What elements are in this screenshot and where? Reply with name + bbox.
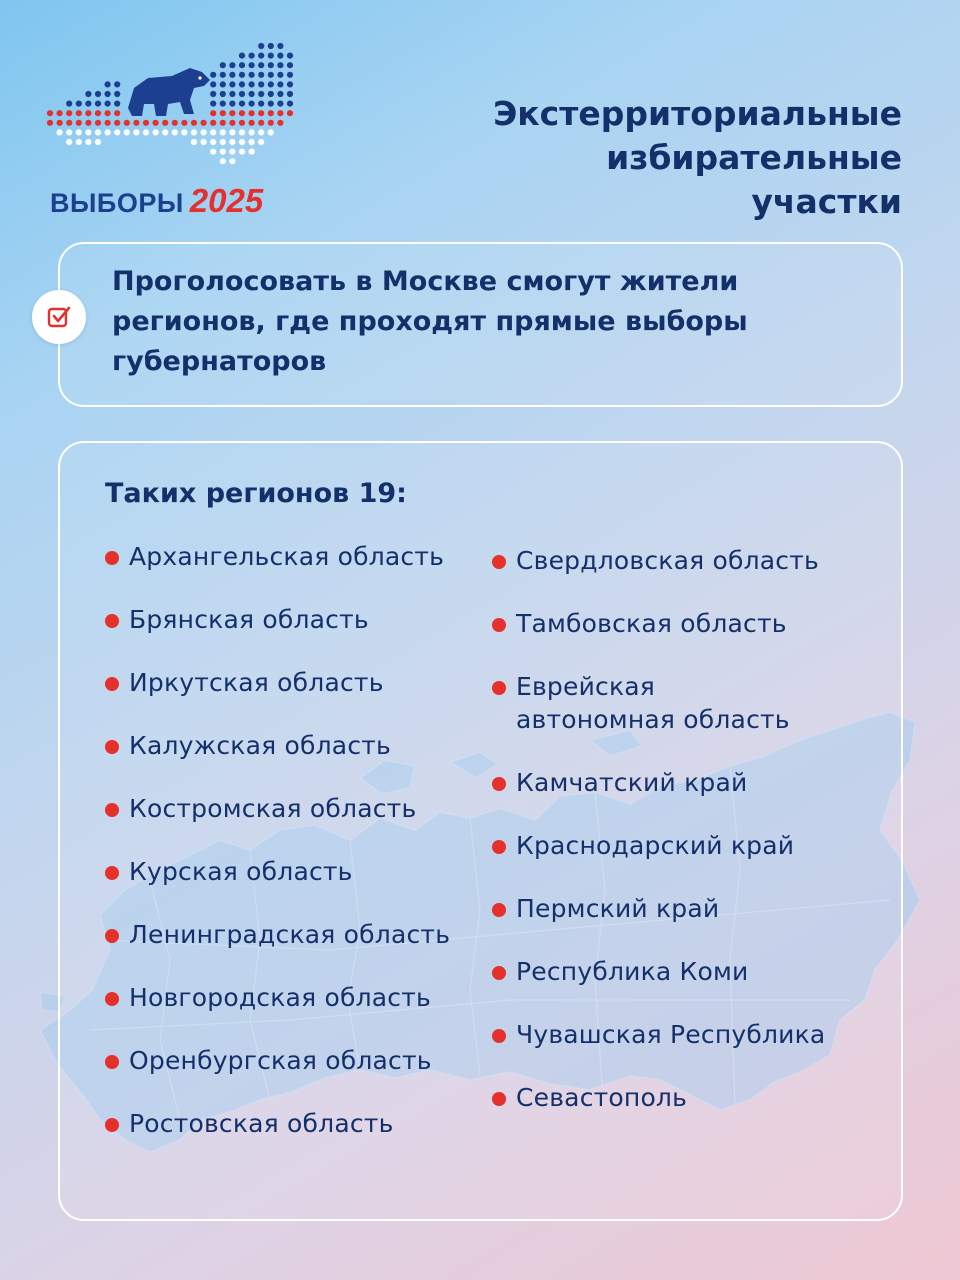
checkbox-check-icon: [32, 290, 86, 344]
list-item: [105, 666, 384, 699]
list-item: [492, 544, 819, 577]
title-line: участки: [751, 182, 902, 221]
region-name: Калужская область: [129, 731, 391, 760]
check-icon-graphic: [46, 304, 72, 330]
bullet-dot-icon: [492, 1029, 506, 1043]
region-name: Свердловская область: [516, 546, 819, 575]
bullet-dot-icon: [492, 555, 506, 569]
info-text-line: Проголосовать в Москве смогут жители: [112, 266, 739, 297]
logo-word: ВЫБОРЫ: [50, 188, 184, 218]
list-item: [105, 792, 416, 825]
bullet-dot-icon: [105, 1118, 119, 1132]
bullet-dot-icon: [105, 614, 119, 628]
bullet-dot-icon: [492, 903, 506, 917]
region-name: Архангельская область: [129, 542, 445, 571]
bullet-dot-icon: [105, 929, 119, 943]
list-item: [492, 607, 787, 640]
logo-year: 2025: [189, 182, 264, 219]
bullet-dot-icon: [492, 966, 506, 980]
bullet-dot-icon: [105, 1055, 119, 1069]
regions-title: Таких регионов 19:: [105, 478, 407, 509]
bullet-dot-icon: [492, 840, 506, 854]
list-item: [492, 766, 747, 799]
region-name: Чувашская Республика: [516, 1020, 826, 1049]
bullet-dot-icon: [105, 803, 119, 817]
info-text-line: губернаторов: [112, 346, 327, 377]
region-name: Оренбургская область: [129, 1046, 432, 1075]
region-name: Иркутская область: [129, 668, 384, 697]
region-name: Еврейская: [516, 672, 656, 701]
list-item: [105, 918, 450, 951]
russia-dots-icon: [44, 38, 304, 173]
region-name: Пермский край: [516, 894, 720, 923]
list-item: [492, 670, 790, 736]
bullet-dot-icon: [492, 618, 506, 632]
list-item: [492, 829, 794, 862]
info-text: [112, 262, 872, 382]
list-item: [492, 955, 749, 988]
bullet-dot-icon: [105, 551, 119, 565]
bullet-dot-icon: [105, 992, 119, 1006]
list-item: [492, 892, 719, 925]
list-item: [105, 855, 353, 888]
list-item: [105, 603, 369, 636]
bullet-dot-icon: [105, 677, 119, 691]
region-name: Новгородская область: [129, 983, 431, 1012]
region-name: Ленинградская область: [129, 920, 451, 949]
region-name: Краснодарский край: [516, 831, 795, 860]
list-item: [492, 1018, 825, 1051]
list-item: [105, 1107, 394, 1140]
info-text-line: регионов, где проходят прямые выборы: [112, 306, 748, 337]
list-item: [105, 729, 391, 762]
title-line: избирательные: [606, 138, 902, 177]
region-name: Курская область: [129, 857, 353, 886]
bullet-dot-icon: [105, 866, 119, 880]
bullet-dot-icon: [492, 777, 506, 791]
elections-logo: [44, 38, 304, 218]
list-item: [492, 1081, 687, 1114]
list-item: [105, 540, 444, 573]
bullet-dot-icon: [105, 740, 119, 754]
region-name: Севастополь: [516, 1083, 688, 1112]
region-name: автономная область: [516, 705, 790, 734]
region-name: Брянская область: [129, 605, 369, 634]
list-item: [105, 981, 431, 1014]
list-item: [105, 1044, 432, 1077]
region-name: Тамбовская область: [516, 609, 787, 638]
title-line: Экстерриториальные: [493, 94, 902, 133]
region-name: Республика Коми: [516, 957, 749, 986]
region-name: Камчатский край: [516, 768, 748, 797]
region-name: Костромская область: [129, 794, 417, 823]
logo-wordmark: [50, 182, 263, 220]
region-name: Ростовская область: [129, 1109, 394, 1138]
bullet-dot-icon: [492, 1092, 506, 1106]
page-title: [493, 92, 902, 224]
bullet-dot-icon: [492, 681, 506, 695]
